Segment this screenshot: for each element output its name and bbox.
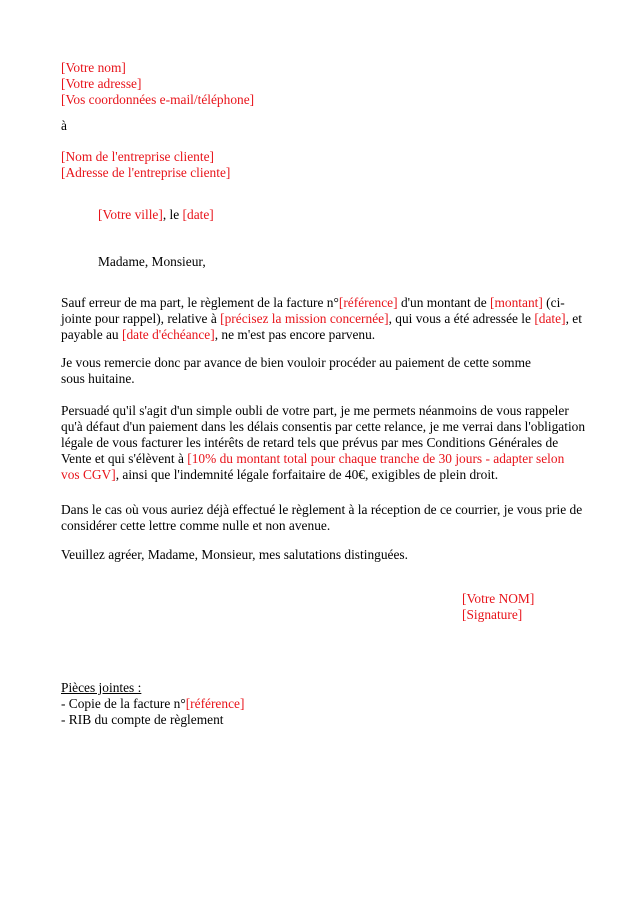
signature-name: [Votre NOM] <box>462 591 535 606</box>
p3-text-a: Persuadé qu'il s'agit d'un simple oubli de votre part, je me permets néanmoins de vous rappeler qu'à défaut d'un paiement dans les délais consentis par cette relance, je me verrai dans l'obligation légale de vous facturer les intérêts de retard tels que prévus par mes Conditions Générales de Vente et qui s'élèvent à <box>61 403 586 466</box>
p1-text-f: , ne m'est pas encore parvenu. <box>214 327 376 342</box>
signature-block <box>462 591 622 623</box>
p1-text-c: (ci-jointe pour rappel), relative à <box>61 295 565 326</box>
p1-text-e: , et payable au <box>61 311 582 342</box>
attachments-title: Pièces jointes : <box>61 680 142 695</box>
mission-placeholder: [précisez la mission concernée] <box>220 311 389 326</box>
city-placeholder: [Votre ville] <box>98 207 163 222</box>
signature-placeholder: [Signature] <box>462 607 523 622</box>
attachment-item-invoice <box>61 696 581 712</box>
p1-text-d: , qui vous a été adressée le <box>388 311 535 326</box>
attachment-reference-placeholder: [référence] <box>185 696 245 711</box>
paragraph-thanks: Je vous remercie donc par avance de bien vouloir procéder au paiement de cette somme sous huitaine. <box>61 355 531 386</box>
invoice-reference-placeholder: [référence] <box>338 295 398 310</box>
recipient-company: [Nom de l'entreprise cliente] <box>61 149 214 164</box>
paragraph-invoice <box>61 295 586 343</box>
sender-contact: [Vos coordonnées e-mail/téléphone] <box>61 92 255 107</box>
attachment-item-rib: - RIB du compte de règlement <box>61 712 224 727</box>
sent-date-placeholder: [date] <box>534 311 566 326</box>
salutation: Madame, Monsieur, <box>98 254 206 269</box>
place-date-separator: , le <box>162 207 183 222</box>
p3-text-b: , ainsi que l'indemnité légale forfaitaire de 40€, exigibles de plein droit. <box>115 467 499 482</box>
p1-text-a: Sauf erreur de ma part, le règlement de la facture n° <box>61 295 339 310</box>
recipient-address: [Adresse de l'entreprise cliente] <box>61 165 231 180</box>
recipient-block <box>61 149 581 181</box>
late-rate-placeholder: [10% du montant total pour chaque tranche de 30 jours - adapter selon vos CGV] <box>61 451 565 482</box>
date-placeholder: [date] <box>182 207 214 222</box>
place-date <box>98 207 618 223</box>
sender-address: [Votre adresse] <box>61 76 142 91</box>
closing-formula: Veuillez agréer, Madame, Monsieur, mes salutations distinguées. <box>61 547 408 562</box>
to-word: à <box>61 118 67 133</box>
sender-block <box>61 60 581 108</box>
due-date-placeholder: [date d'échéance] <box>121 327 215 342</box>
paragraph-already-paid: Dans le cas où vous auriez déjà effectué le règlement à la réception de ce courrier, je vous prie de considérer cette lettre comme nulle et non avenue. <box>61 502 583 533</box>
paragraph-late-fees <box>61 403 586 483</box>
p1-text-b: d'un montant de <box>397 295 491 310</box>
amount-placeholder: [montant] <box>490 295 543 310</box>
attachments-block <box>61 680 581 728</box>
sender-name: [Votre nom] <box>61 60 126 75</box>
attachment-item-invoice-text: - Copie de la facture n° <box>61 696 186 711</box>
